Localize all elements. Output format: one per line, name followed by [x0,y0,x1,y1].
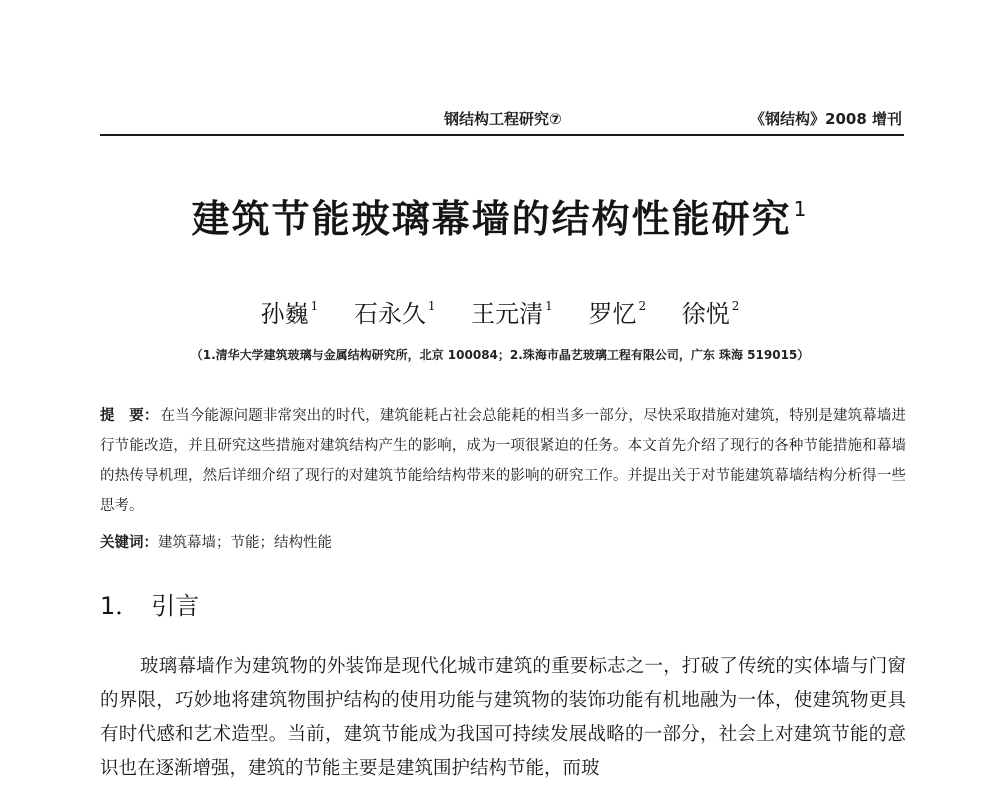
author-name: 徐悦 [681,300,730,328]
keywords-label: 关键词： [100,535,158,551]
abstract-label: 提 要： [100,408,159,424]
author [471,294,553,329]
header-journal: 《钢结构》2008 增刊 [750,110,902,128]
paper-title [100,188,900,243]
affiliation-line: （1.清华大学建筑玻璃与金属结构研究所，北京 100084；2.珠海市晶艺玻璃工程有限公司，广东 珠海 519015） [190,348,810,362]
paper-title-text: 建筑节能玻璃幕墙的结构性能研究 [191,197,792,241]
author-affil-mark: 2 [638,299,647,313]
author-list [100,294,900,329]
header-series: 钢结构工程研究⑦ [444,110,562,128]
abstract-text: 在当今能源问题非常突出的时代，建筑能耗占社会总能耗的相当多一部分，尽快采取措施对建筑，特别是建筑幕墙进行节能改造，并且研究这些措施对建筑结构产生的影响，成为一项很紧迫的任务。本文首先介绍了现行的各种节能措施和幕墙的热传导机理，然后详细介绍了现行的对建筑节能给结构带来的影响的研究工作。并提出关于对节能建筑幕墙结构分析得一些思考。 [100,408,906,514]
title-footnote-mark: 1 [793,197,809,221]
keywords [100,528,906,558]
section-number: 1． [100,592,140,620]
author-affil-mark: 1 [310,299,319,313]
author-name: 石永久 [353,300,426,328]
author [682,294,740,329]
author-name: 孙巍 [260,300,309,328]
section-title: 引言 [151,592,200,620]
author [588,294,646,329]
abstract [100,401,906,521]
section-heading [100,586,199,621]
keywords-text: 建筑幕墙；节能；结构性能 [158,535,332,551]
author-name: 王元清 [471,300,544,328]
running-header [100,106,904,136]
author [354,294,436,329]
body-paragraph: 玻璃幕墙作为建筑物的外装饰是现代化城市建筑的重要标志之一，打破了传统的实体墙与门窗的界限，巧妙地将建筑物围护结构的使用功能与建筑物的装饰功能有机地融为一体，使建筑物更具有时代感和艺术造型。当前，建筑节能成为我国可持续发展战略的一部分，社会上对建筑节能的意识也在逐渐增强，建筑的节能主要是建筑围护结构节能，而玻 [100,656,906,779]
author-affil-mark: 2 [731,299,740,313]
author-name: 罗忆 [588,300,637,328]
author-affil-mark: 1 [427,299,436,313]
author [261,294,319,329]
author-affil-mark: 1 [545,299,553,313]
